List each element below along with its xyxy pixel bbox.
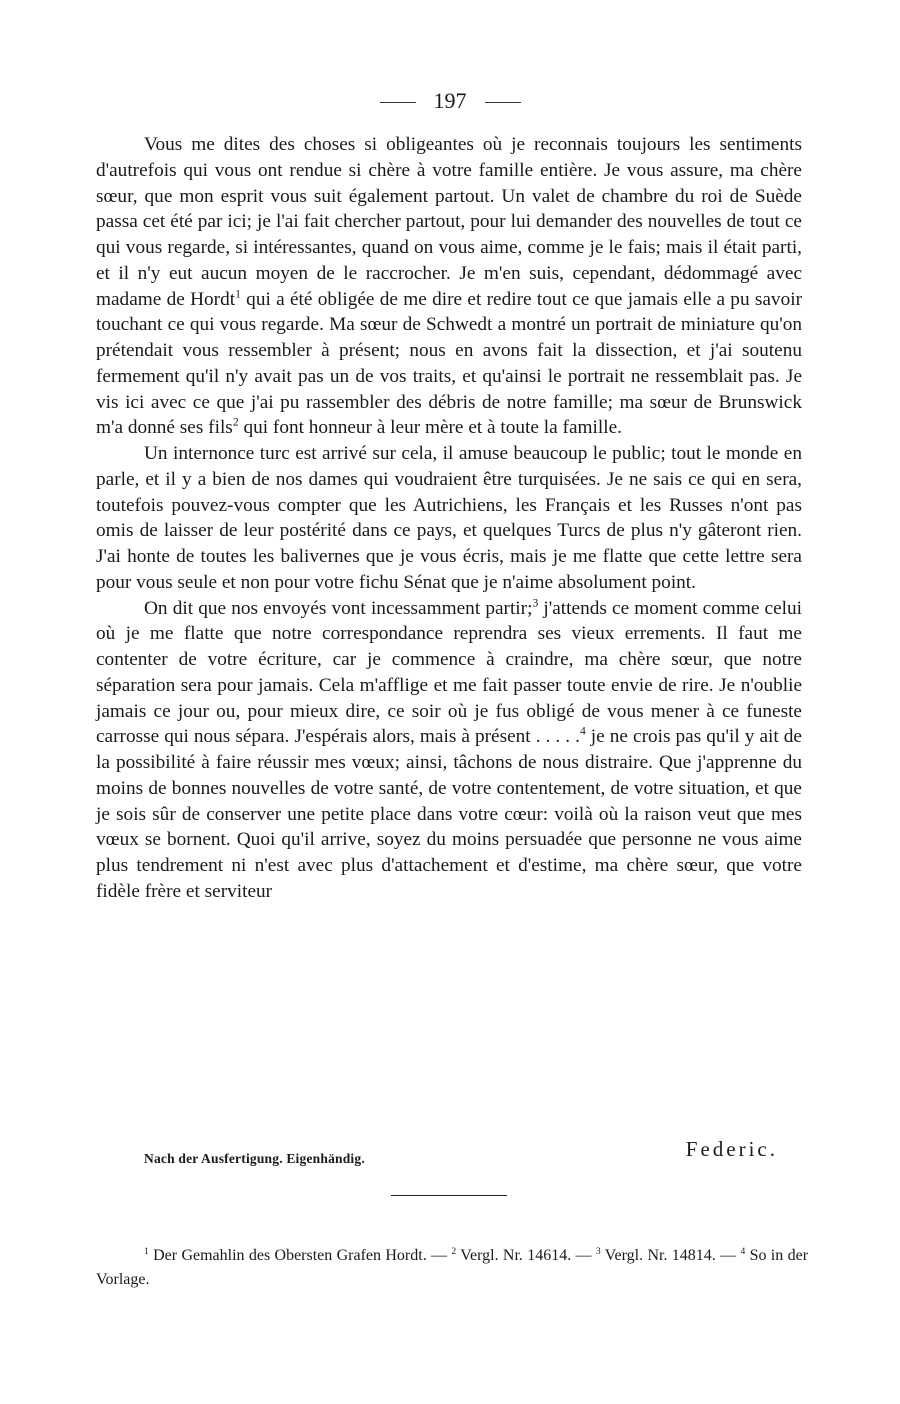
- footnote-marker: 1: [144, 1245, 149, 1257]
- paragraph-3: [96, 596, 802, 905]
- text-run: On dit que nos envoyés vont incessamment partir;: [144, 597, 533, 619]
- text-run: Der Gemahlin des Obersten Grafen Hordt. —: [148, 1247, 452, 1264]
- letter-body: [96, 132, 802, 905]
- footnote-marker: 3: [532, 595, 539, 609]
- footnote-marker: 4: [740, 1245, 746, 1257]
- footnote-marker: 1: [235, 286, 241, 300]
- text-run: Vergl. Nr. 14814. —: [600, 1247, 741, 1264]
- footnote-separator: [391, 1195, 507, 1196]
- header-dash-left: [380, 102, 416, 103]
- header-dash-right: [485, 102, 521, 103]
- text-run: Vous me dites des choses si obligeantes où je reconnais toujours les sentiments d'autrefois qui vous ont rendue si chère à votre famille entière. Je vous assure, ma chère sœur, que mon esprit vous suit également partout. Un valet de chambre du roi de Suède passa cet été par ici; je l'ai fait chercher partout, pour lui demander des nouvelles de tout ce qui vous regarde, si intéressantes, quand on vous aime, comme je le fais; mais il était parti, et il n'y eut aucun moyen de le raccrocher. Je m'en suis, cependant, dédommagé avec madame de Hordt: [96, 134, 802, 310]
- text-run: qui a été obligée de me dire et redire tout ce que jamais elle a pu savoir touchant ce qui vous regarde. Ma sœur de Schwedt a montré un portrait de miniature qu'on prétendait vous ressembler à présent; nous en avons fait la dissection, et j'ai soutenu fermement qu'il n'y avait pas un de vos traits, et qu'ainsi le portrait ne ressemblait pas. Je vis ici avec ce que j'ai pu rassembler des débris de notre famille; ma sœur de Brunswick m'a donné ses fils: [96, 288, 802, 439]
- footnote-marker: 2: [451, 1245, 457, 1257]
- signature: Federic.: [685, 1137, 778, 1161]
- footnote-marker: 2: [232, 415, 239, 429]
- paragraph-2: [96, 441, 802, 596]
- text-run: Vergl. Nr. 14614. —: [456, 1247, 596, 1264]
- paragraph-1: [96, 132, 802, 441]
- text-run: qui font honneur à leur mère et à toute la famille.: [238, 417, 622, 439]
- footnote-line-1: [96, 1244, 808, 1292]
- source-note: Nach der Ausfertigung. Eigenhändig.: [144, 1151, 365, 1166]
- text-run: j'attends ce moment comme celui où je me flatte que notre correspondance reprendra ses vieux errements. Il faut me contenter de votre écriture, car je commence à craindre, ma chère sœur, que notre séparation sera pour jamais. Cela m'afflige et me fait passer toute envie de rire. Je n'oublie jamais ce jour ou, pour mieux dire, ce soir où je fus obligé de vous mener à ce funeste carrosse qui nous sépara. J'espérais alors, mais à présent . . . . .: [96, 597, 803, 748]
- footnotes: [96, 1244, 808, 1292]
- footnote-marker: 4: [579, 724, 586, 738]
- text-run: Un internonce turc est arrivé sur cela, il amuse beaucoup le public; tout le monde en parle, et il y a bien de nos dames qui voudraient être turquisées. Je ne sais ce qui en sera, toutefois pouvez-vous compter que les Autrichiens, les Français et les Russes n'ont pas omis de laisser de leur postérité dans ce pays, et quelques Turcs de plus n'y gâteront rien. J'ai honte de toutes les balivernes que je vous écris, mais je me flatte que cette lettre sera pour vous seule et non pour votre fichu Sénat que je n'aime absolument point.: [96, 443, 802, 593]
- signoff: [96, 1137, 802, 1167]
- footnote-marker: 3: [595, 1245, 601, 1257]
- page-header: [0, 86, 900, 116]
- text-run: So in der Vorlage.: [96, 1247, 809, 1288]
- text-run: je ne crois pas qu'il y ait de la possibilité à faire réussir mes vœux; ainsi, tâchons de nous distraire. Que j'apprenne du moins de bonnes nouvelles de votre santé, de votre contentement, de votre situation, et que je sois sûr de conserver une petite place dans votre cœur: voilà où la raison veut que mes vœux se bornent. Quoi qu'il arrive, soyez du moins persuadée que personne ne vous aime plus tendrement ni n'est avec plus d'attachement et d'estime, ma chère sœur, que votre fidèle frère et serviteur: [96, 726, 802, 902]
- page-number: 197: [433, 88, 467, 113]
